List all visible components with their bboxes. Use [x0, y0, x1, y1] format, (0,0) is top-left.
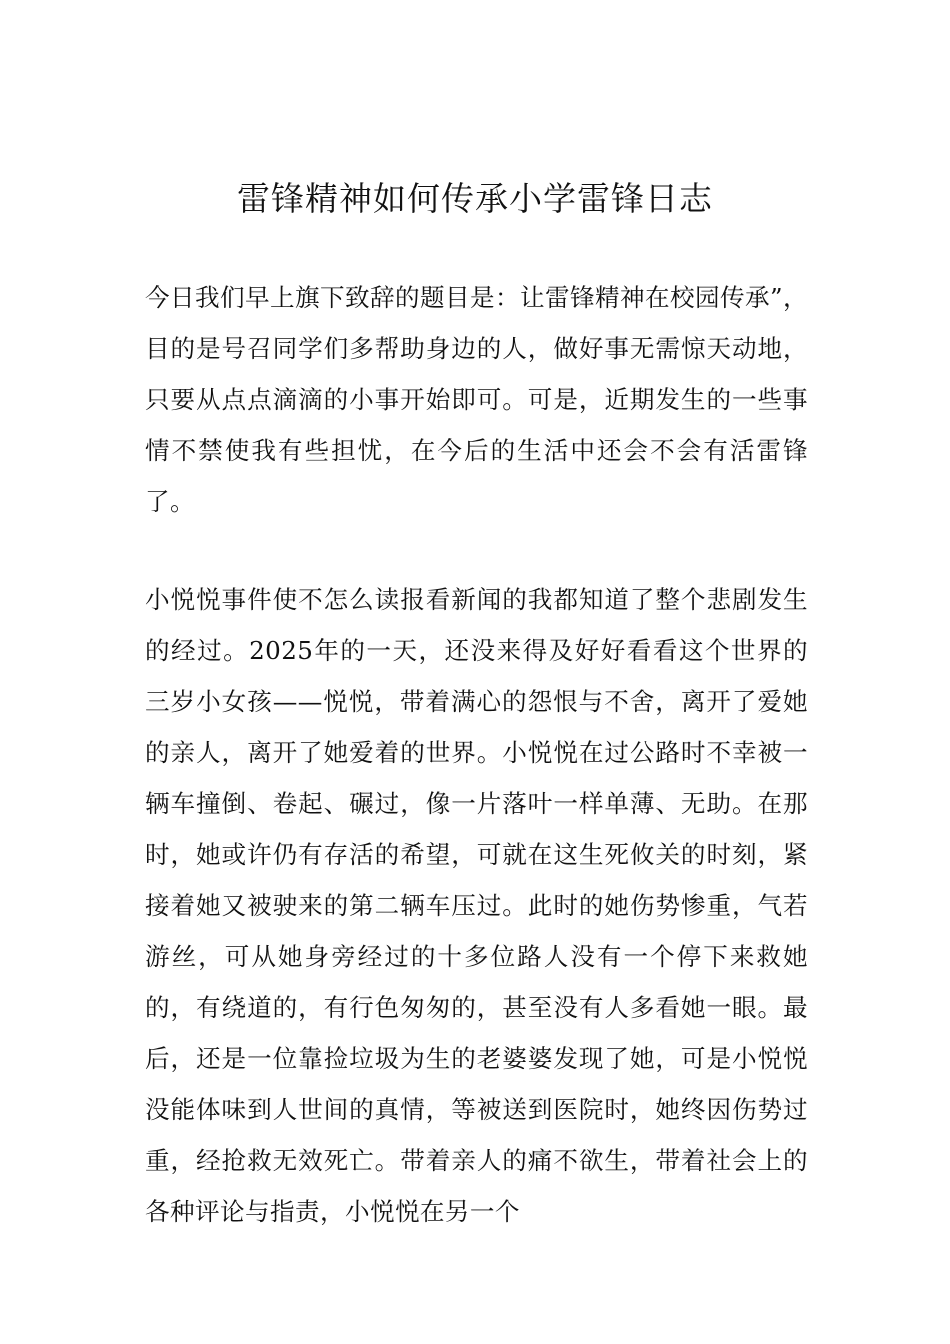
- paragraph-2: 小悦悦事件使不怎么读报看新闻的我都知道了整个悲剧发生的经过。2025年的一天，还没来得及好好看看这个世界的三岁小女孩——悦悦，带着满心的怨恨与不舍，离开了爱她的亲人，离开了她爱着的世界。小悦悦在过公路时不幸被一辆车撞倒、卷起、碾过，像一片落叶一样单薄、无助。在那时，她或许仍有存活的希望，可就在这生死攸关的时刻，紧接着她又被驶来的第二辆车压过。此时的她伤势惨重，气若游丝，可从她身旁经过的十多位路人没有一个停下来救她的，有绕道的，有行色匆匆的，甚至没有人多看她一眼。最后，还是一位靠捡垃圾为生的老婆婆发现了她，可是小悦悦没能体味到人世间的真情，等被送到医院时，她终因伤势过重，经抢救无效死亡。带着亲人的痛不欲生，带着社会上的各种评论与指责，小悦悦在另一个: [145, 585, 808, 1226]
- document-title: 雷锋精神如何传承小学雷锋日志: [237, 179, 713, 218]
- paragraph-1: 今日我们早上旗下致辞的题目是：让雷锋精神在校园传承”，目的是号召同学们多帮助身边的人，做好事无需惊天动地，只要从点点滴滴的小事开始即可。可是，近期发生的一些事情不禁使我有些担忧，在今后的生活中还会不会有活雷锋了。: [145, 283, 808, 516]
